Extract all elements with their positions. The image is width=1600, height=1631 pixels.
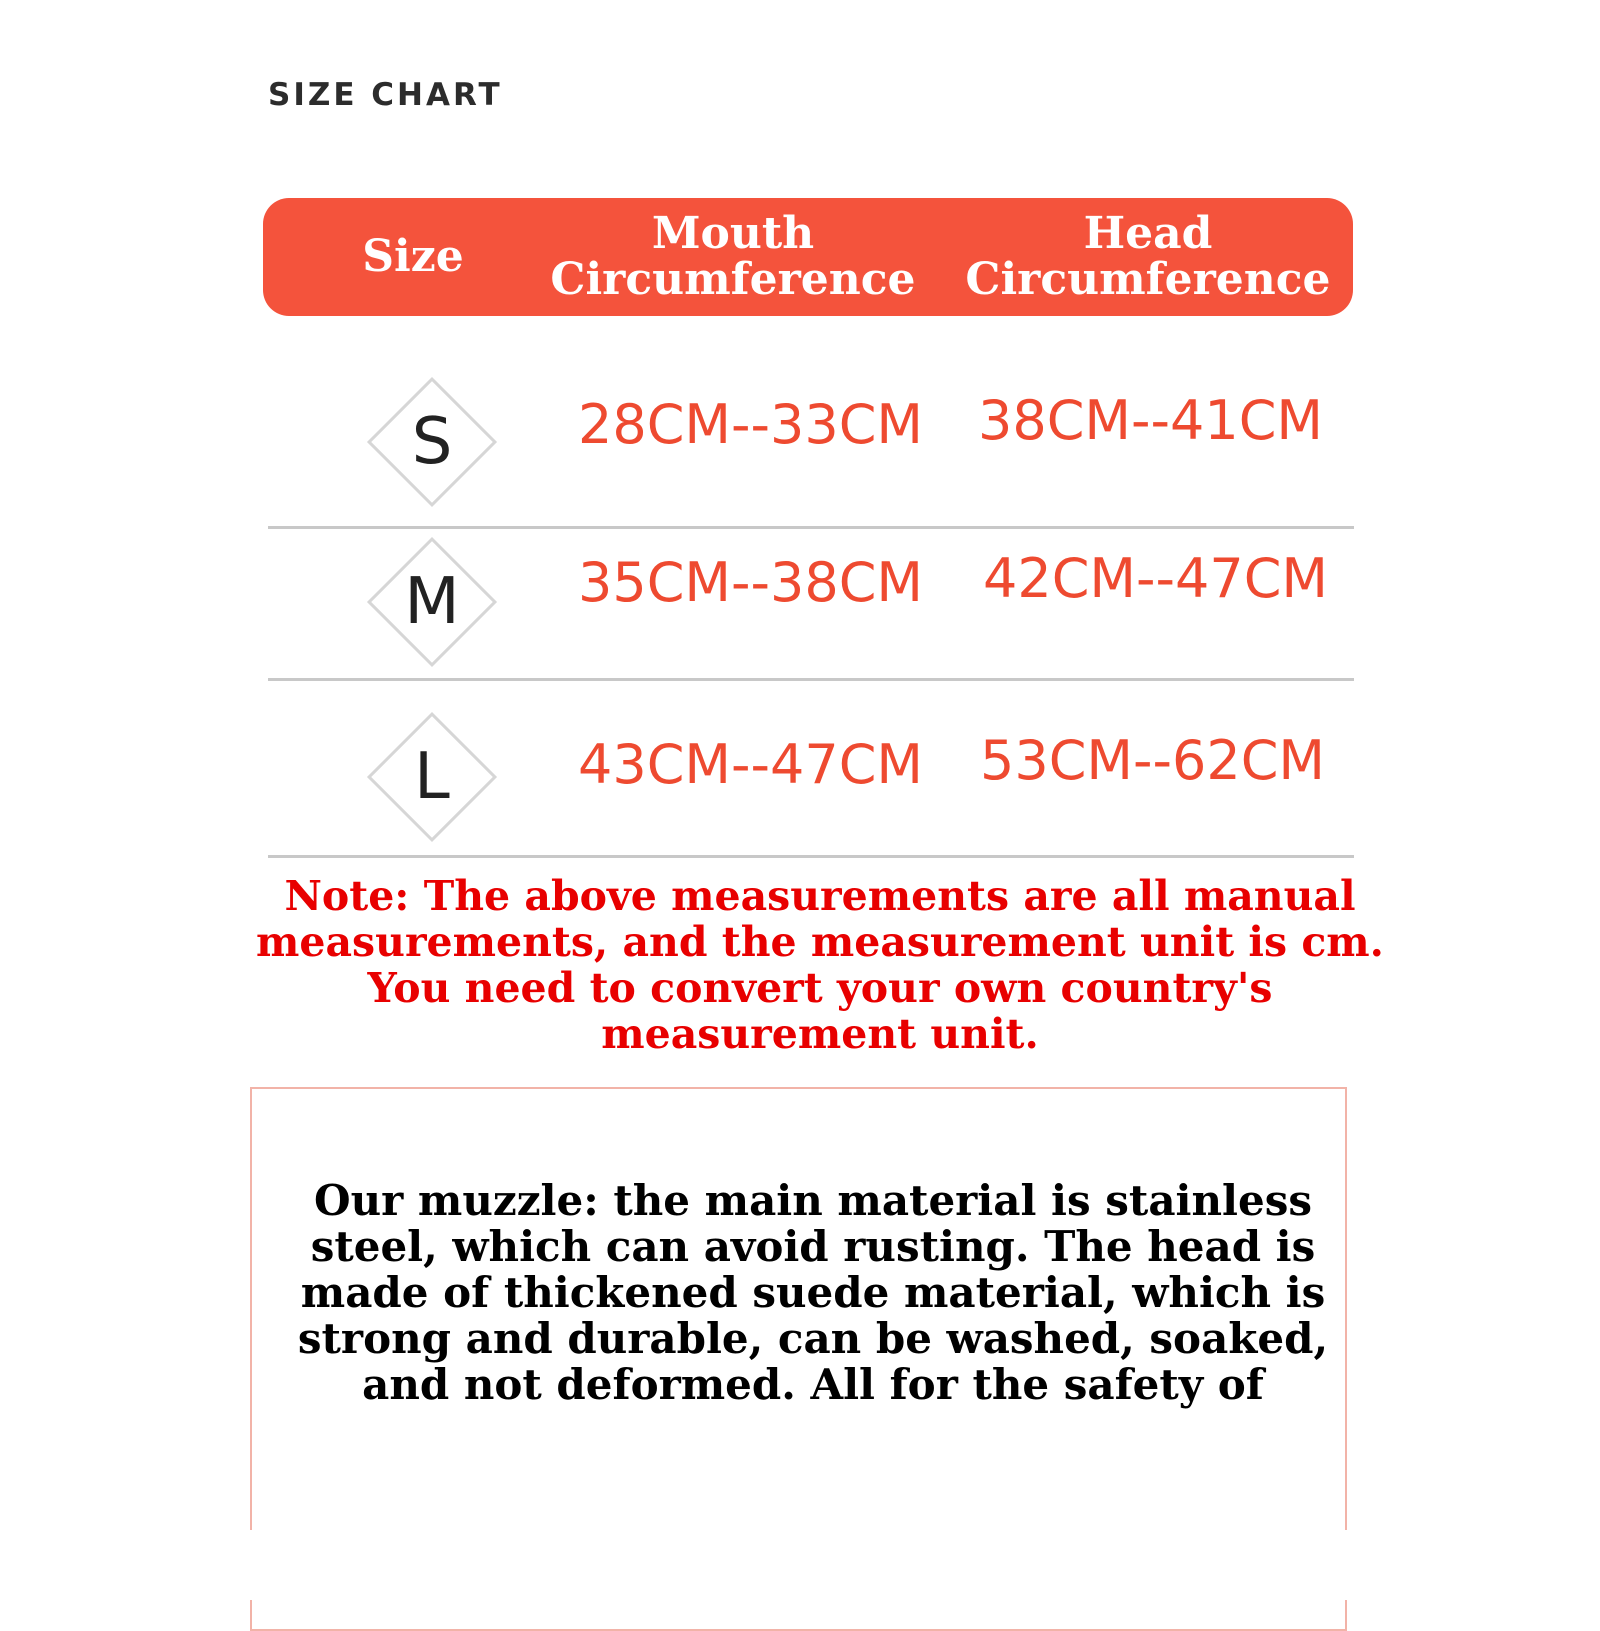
head-circumference-l: 53CM--62CM	[980, 729, 1325, 792]
size-label: M	[404, 565, 460, 639]
product-description: Our muzzle: the main material is stainless steel, which can avoid rusting. The head is made of thickened suede material, which is strong and durable, can be washed, soaked, and not deformed. All for the safety of	[297, 1176, 1329, 1409]
header-head-line2: Circumference	[965, 254, 1331, 305]
measurement-note: Note: The above measurements are all manual measurements, and the measurement unit is cm. You need to convert your own country's measurement unit.	[256, 872, 1384, 1058]
page-title: SIZE CHART	[268, 77, 503, 113]
size-label: S	[411, 405, 453, 479]
head-circumference-s: 38CM--41CM	[978, 389, 1323, 452]
head-circumference-m: 42CM--47CM	[983, 547, 1328, 610]
header-size: Size	[362, 231, 464, 282]
mouth-circumference-m: 35CM--38CM	[578, 551, 923, 614]
mouth-circumference-l: 43CM--47CM	[578, 733, 923, 796]
size-badge-s	[386, 396, 480, 490]
header-mouth-line2: Circumference	[550, 254, 916, 305]
size-table-header	[263, 198, 1353, 316]
row-divider	[268, 678, 1354, 681]
header-mouth-line1: Mouth	[651, 208, 815, 259]
mouth-circumference-s: 28CM--33CM	[578, 393, 923, 456]
header-mouth-circumference	[543, 198, 923, 316]
row-divider	[268, 526, 1354, 529]
bottom-crop	[0, 1530, 1600, 1600]
row-divider	[268, 855, 1354, 858]
size-badge-m	[386, 556, 480, 650]
size-label: L	[414, 740, 450, 814]
size-badge-l	[386, 731, 480, 825]
header-head-circumference	[953, 198, 1343, 316]
header-head-line1: Head	[1083, 208, 1213, 259]
